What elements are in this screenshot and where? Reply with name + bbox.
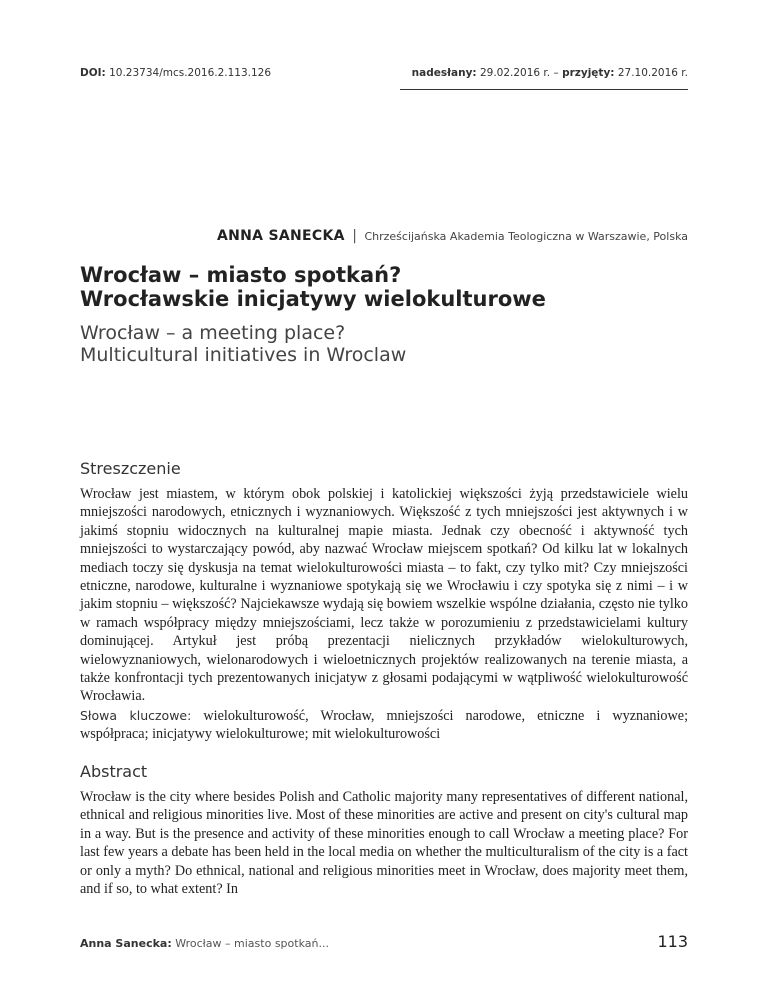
title-polish-line1: Wrocław – miasto spotkań? (80, 263, 402, 287)
header-rule (400, 89, 688, 90)
author-separator: | (352, 228, 357, 244)
title-english-line1: Wrocław – a meeting place? (80, 322, 346, 344)
doi-value[interactable]: 10.23734/mcs.2016.2.113.126 (109, 67, 272, 79)
running-author: Anna Sanecka: (80, 937, 172, 950)
running-footer (80, 937, 329, 950)
accepted-value: 27.10.2016 r. (617, 67, 688, 79)
abstract-text: Wrocław is the city where besides Polish and Catholic majority many representatives of different national, ethnical and religious minorities live. Most of these minorities are active and present on city's cultural map in a way. But is the presence and activity of these minorities enough to call Wrocław a meeting place? For last few years a debate has been held in the local media on whether the multiculturalism of the city is a fact or only a myth? Do ethnical, national and religious minorities meet in Wrocław, does majority meet them, and if so, to what extent? In (80, 789, 688, 898)
submitted-label: nadesłany: (411, 67, 477, 79)
author-name: ANNA SANECKA (217, 228, 345, 244)
keywords (80, 707, 688, 744)
submission-dates (400, 67, 688, 79)
title-english-line2: Multicultural initiatives in Wroclaw (80, 344, 407, 366)
title-english (80, 322, 688, 366)
title-polish-line2: Wrocławskie inicjatywy wielokulturowe (80, 287, 546, 311)
author-affiliation: Chrześcijańska Akademia Teologiczna w Warszawie, Polska (364, 230, 688, 243)
submitted-value: 29.02.2016 r. – (479, 67, 559, 79)
abstract-heading: Abstract (80, 762, 148, 781)
doi-label: DOI: (80, 67, 106, 79)
streszczenie-text: Wrocław jest miastem, w którym obok polskiej i katolickiej większości żyją przedstawiciele wielu mniejszości narodowych, etnicznych i wyznaniowych. Większość z tych mniejszości jest aktywnych i w jakimś stopniu widocznych na kulturalnej mapie miasta. Jednak czy obecność i aktywność tych mniejszości to wystarczający powód, aby nazwać Wrocław miejscem spotkań? Od kilku lat w lokalnych mediach toczy się dyskusja na temat wielokulturowości miasta – to fakt, czy tylko mit? Czy mniejszości etniczne, narodowe, kulturalne i wyznaniowe spotykają się we Wrocławiu i czy spotyka się z nimi – i w jakim stopniu – większość? Najciekawsze wydają się bowiem wszelkie wspólne działania, często nie tylko w ramach współpracy między mniejszościami, lecz także w porozumieniu z przedstawicielami kultury dominującej. Artykuł jest próbą prezentacji nielicznych przykładów wielokulturowych, wielowyznaniowych, wielonarodowych i wieloetnicznych projektów realizowanych na terenie miasta, a także konfrontacji tych prezentowanych inicjatyw z głosami podającymi w wątpliwość wielokulturowość Wrocławia. (80, 486, 688, 705)
author-line (80, 228, 688, 244)
doi-line (80, 67, 271, 79)
keywords-values: wielokulturowość, Wrocław, mniejszości narodowe, etniczne i wyznaniowe; współpraca; inicjatywy wielokulturowe; mit wielokulturowości (80, 708, 689, 743)
running-title: Wrocław – miasto spotkań... (175, 937, 329, 950)
keywords-label: Słowa kluczowe: (80, 708, 192, 723)
accepted-label: przyjęty: (562, 67, 615, 79)
page-number: 113 (657, 932, 688, 951)
title-polish (80, 263, 688, 311)
streszczenie-heading: Streszczenie (80, 459, 181, 478)
